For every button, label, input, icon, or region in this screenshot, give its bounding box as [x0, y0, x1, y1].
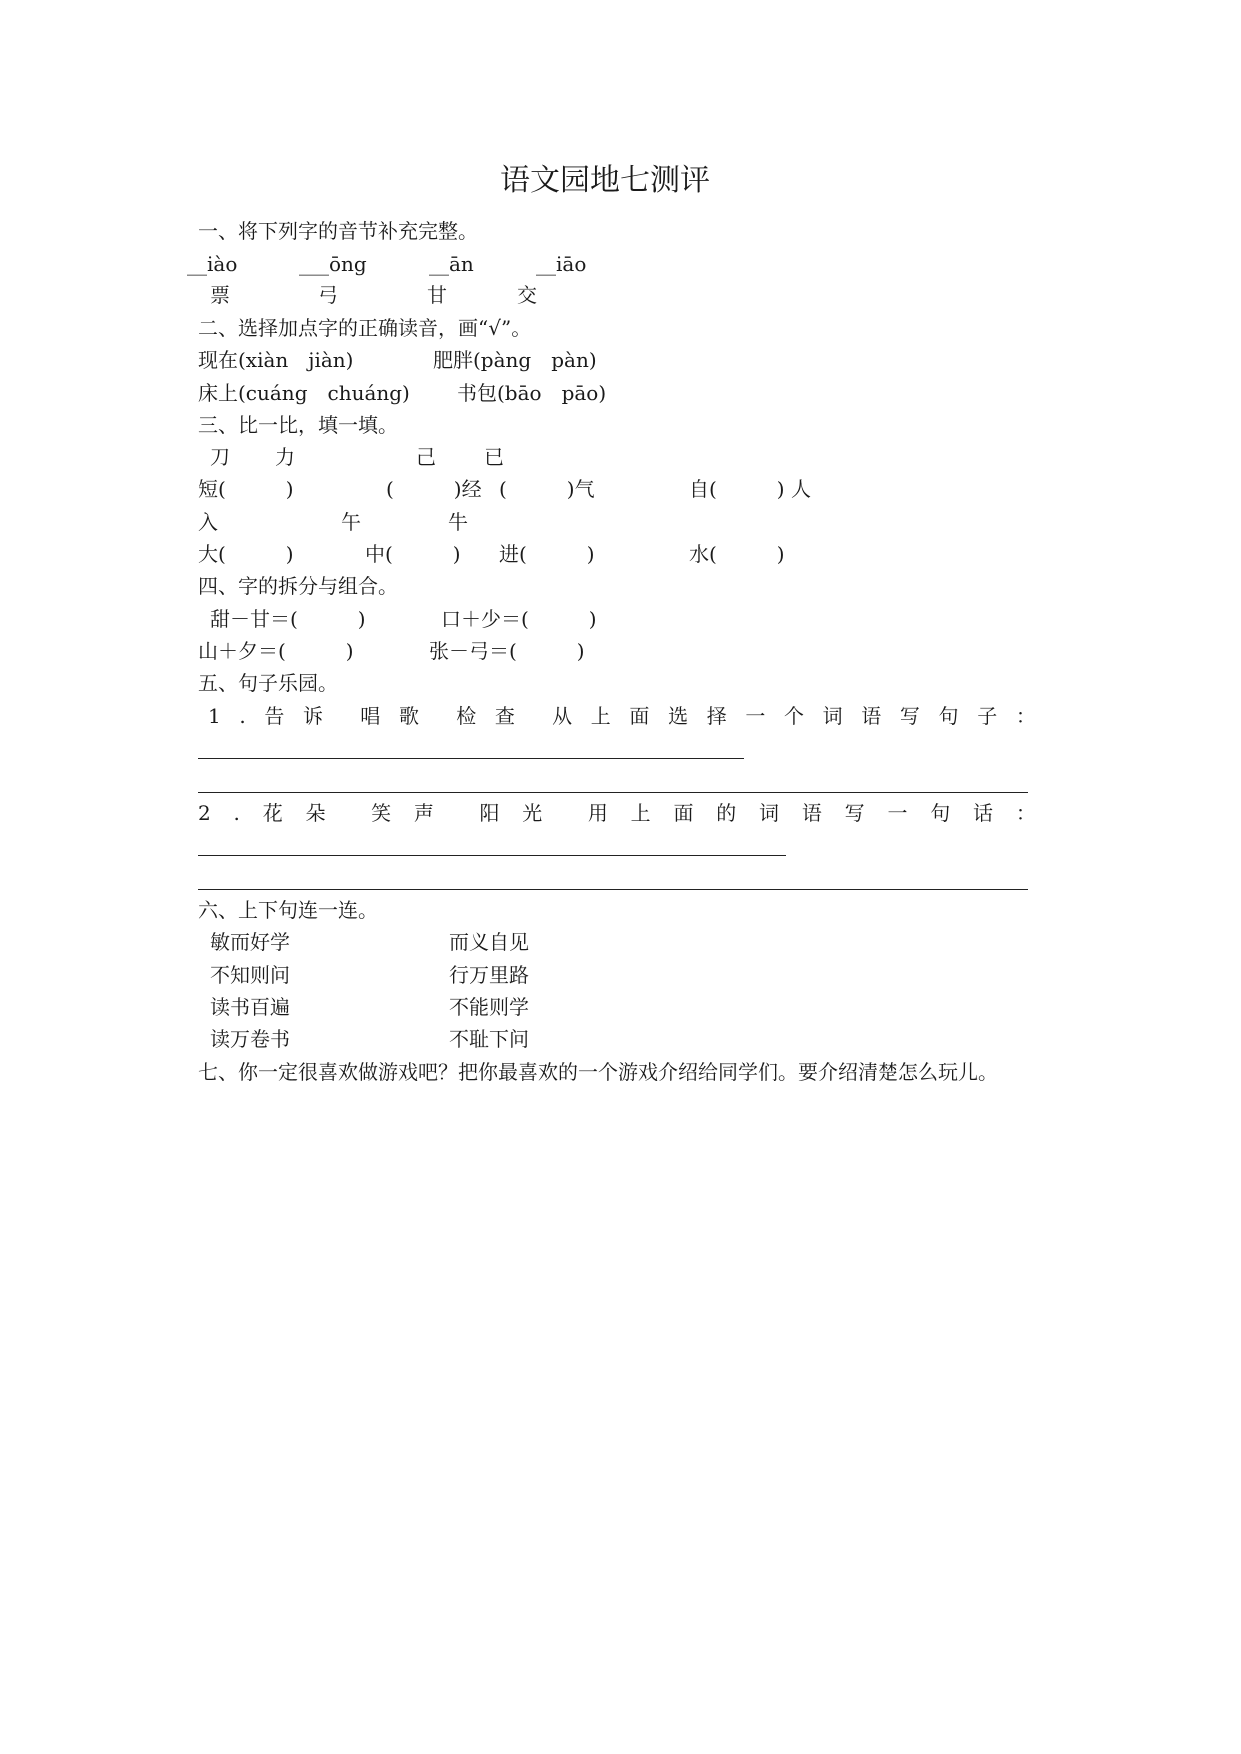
compose-blank[interactable]: 甜－甘＝( ) — [210, 607, 366, 631]
question-text: 笑 — [371, 801, 392, 825]
question-text: 选 — [668, 704, 689, 728]
phrase-left[interactable]: 读书百遍 — [210, 995, 290, 1019]
question-text: 光 — [522, 801, 543, 825]
phrase-right[interactable]: 行万里路 — [449, 963, 529, 987]
question-text: 语 — [861, 704, 882, 728]
question-text: 词 — [759, 801, 780, 825]
answer-line[interactable] — [198, 855, 786, 856]
character: 交 — [517, 283, 537, 307]
compose-blank[interactable]: 张－弓＝( ) — [429, 639, 585, 663]
fill-blank[interactable]: 短( ) — [198, 477, 294, 501]
reading-choice[interactable]: 床上(cuáng chuáng) — [198, 381, 410, 405]
phrase-left[interactable]: 读万卷书 — [210, 1027, 290, 1051]
question-text: 一 — [887, 801, 908, 825]
question-text: 句 — [938, 704, 959, 728]
question-text: 一 — [745, 704, 766, 728]
question-text: . — [233, 801, 240, 825]
pinyin-blank[interactable]: ___ōng — [299, 252, 367, 276]
compare-char: 己 — [416, 445, 436, 469]
question-text: 上 — [590, 704, 611, 728]
question-text: 择 — [706, 704, 727, 728]
character: 甘 — [427, 283, 447, 307]
question-text: ： — [1015, 801, 1036, 825]
pinyin-blank[interactable]: __iào — [187, 252, 238, 276]
section-7-heading: 七、你一定很喜欢做游戏吧？把你最喜欢的一个游戏介绍给同学们。要介绍清楚怎么玩儿。 — [198, 1060, 998, 1084]
question-text: 声 — [413, 801, 434, 825]
question-text: 查 — [494, 704, 515, 728]
section-4-heading: 四、字的拆分与组合。 — [198, 574, 398, 598]
character: 票 — [210, 283, 230, 307]
question-text: ： — [1015, 704, 1036, 728]
section-5-heading: 五、句子乐园。 — [198, 671, 338, 695]
fill-blank[interactable]: 进( ) — [499, 542, 595, 566]
compose-blank[interactable]: 山＋夕＝( ) — [198, 639, 354, 663]
phrase-right[interactable]: 而义自见 — [449, 930, 529, 954]
question-text: 个 — [783, 704, 804, 728]
fill-blank[interactable]: ( )经 — [386, 477, 482, 501]
question-text: 句 — [930, 801, 951, 825]
phrase-right[interactable]: 不能则学 — [449, 995, 529, 1019]
compare-char: 入 — [198, 510, 218, 534]
fill-blank[interactable]: 水( ) — [689, 542, 785, 566]
reading-choice[interactable]: 现在(xiàn jiàn) — [198, 348, 354, 372]
question-text: 告 — [264, 704, 285, 728]
question-text: 写 — [899, 704, 920, 728]
compare-char: 刀 — [210, 445, 230, 469]
compare-char: 午 — [341, 510, 361, 534]
answer-line[interactable] — [198, 758, 744, 759]
fill-blank[interactable]: ( )气 — [499, 477, 595, 501]
compose-blank[interactable]: 口＋少＝( ) — [441, 607, 597, 631]
question-text: 唱 — [360, 704, 381, 728]
question-text: 检 — [456, 704, 477, 728]
reading-choice[interactable]: 书包(bāo pāo) — [457, 381, 607, 405]
question-text: 上 — [630, 801, 651, 825]
section-1-heading: 一、将下列字的音节补充完整。 — [198, 219, 478, 243]
question-text: 诉 — [303, 704, 324, 728]
question-text: 话 — [973, 801, 994, 825]
question-text: 花 — [262, 801, 283, 825]
fill-blank[interactable]: 大( ) — [198, 542, 294, 566]
phrase-right[interactable]: 不耻下问 — [449, 1027, 529, 1051]
section-6-heading: 六、上下句连一连。 — [198, 898, 378, 922]
compare-char: 力 — [275, 445, 295, 469]
question-text: 朵 — [305, 801, 326, 825]
question-number: 1 — [208, 704, 221, 728]
fill-blank[interactable]: 中( ) — [365, 542, 461, 566]
question-text: 歌 — [398, 704, 419, 728]
pinyin-blank[interactable]: __iāo — [536, 252, 587, 276]
sentence-question-1 — [208, 704, 1036, 728]
answer-line[interactable] — [198, 792, 1028, 793]
reading-choice[interactable]: 肥胖(pàng pàn) — [433, 348, 597, 372]
compare-char: 牛 — [448, 510, 468, 534]
question-text: 写 — [844, 801, 865, 825]
section-2-heading: 二、选择加点字的正确读音，画“√”。 — [198, 316, 532, 340]
character: 弓 — [318, 283, 338, 307]
question-text: 面 — [629, 704, 650, 728]
question-text: . — [239, 704, 246, 728]
question-text: 的 — [716, 801, 737, 825]
page-title: 语文园地七测评 — [500, 163, 710, 198]
phrase-left[interactable]: 不知则问 — [210, 963, 290, 987]
question-text: 从 — [552, 704, 573, 728]
question-text: 词 — [822, 704, 843, 728]
question-text: 用 — [587, 801, 608, 825]
fill-blank[interactable]: 自( ) 人 — [689, 477, 811, 501]
sentence-question-2 — [198, 801, 1036, 825]
compare-char: 已 — [484, 445, 504, 469]
section-3-heading: 三、比一比，填一填。 — [198, 413, 398, 437]
answer-line[interactable] — [198, 889, 1028, 890]
question-text: 语 — [801, 801, 822, 825]
pinyin-blank[interactable]: __ān — [429, 252, 474, 276]
question-number: 2 — [198, 801, 211, 825]
question-text: 面 — [673, 801, 694, 825]
question-text: 阳 — [479, 801, 500, 825]
question-text: 子 — [977, 704, 998, 728]
phrase-left[interactable]: 敏而好学 — [210, 930, 290, 954]
